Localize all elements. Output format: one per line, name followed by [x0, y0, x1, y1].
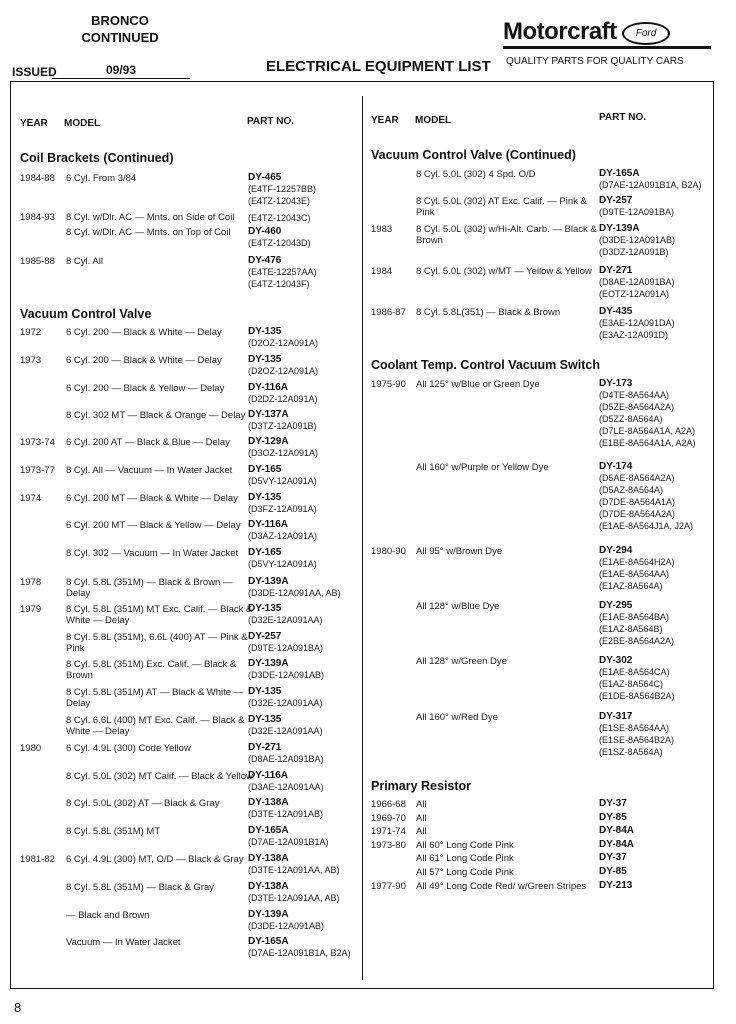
row-model: White — Delay	[66, 726, 130, 737]
row-ford-number: (E1AE-8A564BA)	[599, 612, 670, 622]
row-ford-number: (D3DE-12A091AB)	[248, 670, 325, 680]
row-ford-number: (E4TZ-12043E)	[248, 196, 311, 206]
row-model: 8 Cyl. 5.8L (351M) MT	[66, 826, 161, 837]
row-model: White — Delay	[66, 615, 130, 626]
row-model: — Black and Brown	[66, 910, 150, 921]
row-model: 8 Cyl. 5.8L (351M) — Black & Brown —	[66, 577, 233, 588]
row-model: Vacuum — In Water Jacket	[66, 937, 181, 948]
column-divider	[362, 96, 363, 980]
row-year: 1983	[371, 224, 393, 235]
row-ford-number: (E3AZ-12A091D)	[599, 330, 669, 340]
row-part-number: DY-138A	[248, 881, 289, 892]
row-part-number: DY-135	[248, 326, 282, 337]
row-model: All 128° w/Green Dye	[416, 656, 507, 667]
row-ford-number: (E1AZ-8A564A)	[599, 581, 663, 591]
row-ford-number: (D7AE-12A091B1A, B2A)	[248, 948, 351, 958]
row-model: Brown	[416, 235, 443, 246]
col-header-year-left: YEAR	[20, 118, 48, 129]
row-part-number: DY-135	[248, 686, 282, 697]
row-year: 1985-88	[20, 256, 55, 267]
row-ford-number: (D9TE-12A091BA)	[248, 643, 324, 653]
row-model: 8 Cyl. 5.8L (351M), 6.6L (400) AT — Pink &	[66, 632, 248, 643]
doc-subject-line2: CONTINUED	[81, 30, 159, 45]
row-ford-number: (E1SE-8A564AA)	[599, 723, 670, 733]
row-ford-number: (D32E-12A091AA)	[248, 615, 323, 625]
brand-logo: Motorcraft	[503, 18, 617, 45]
row-year: 1973	[20, 355, 42, 366]
row-ford-number: (D8AE-12A091BA)	[248, 754, 324, 764]
row-year: 1986-87	[371, 307, 406, 318]
row-year: 1971-74	[371, 826, 406, 837]
page-title: ELECTRICAL EQUIPMENT LIST	[266, 58, 491, 75]
row-part-number: DY-139A	[599, 223, 640, 234]
row-model: 8 Cyl. 5.8L (351M) — Black & Gray	[66, 882, 215, 893]
row-part-number: DY-139A	[248, 658, 289, 669]
row-model: 6 Cyl. From 3/84	[66, 173, 137, 184]
col-header-year-right: YEAR	[371, 115, 399, 126]
row-part-number: DY-165	[248, 547, 282, 558]
row-ford-number: (E4TE-12257AA)	[248, 267, 317, 277]
row-ford-number: (D3DE-12A091AB)	[248, 921, 325, 931]
row-model: 6 Cyl. 200 — Black & White — Delay	[66, 327, 222, 338]
row-model: 6 Cyl. 200 AT — Black & Blue — Delay	[66, 437, 230, 448]
row-part-number: DY-257	[248, 631, 282, 642]
row-ford-number: (D3TZ-12A091B)	[248, 421, 317, 431]
row-model: Brown	[66, 670, 93, 681]
row-model: 6 Cyl. 200 MT — Black & Yellow — Delay	[66, 520, 241, 531]
row-year: 1981-82	[20, 854, 55, 865]
row-model: 8 Cyl. 5.0L (302) w/Hi-Alt. Carb. — Black &	[416, 224, 597, 235]
row-ford-number: (E1AE-8A564CA)	[599, 667, 670, 677]
row-part-number: DY-174	[599, 461, 633, 472]
row-model: 6 Cyl. 4.9L (300) Code Yellow	[66, 743, 191, 754]
row-model: All 57° Long Code Pink	[416, 867, 514, 878]
row-ford-number: (D2OZ-12A091A)	[248, 366, 319, 376]
row-ford-number: (E1SE-8A564B2A)	[599, 735, 675, 745]
row-part-number: DY-138A	[248, 853, 289, 864]
row-ford-number: (D2OZ-12A091A)	[248, 338, 319, 348]
row-model: All 125° w/Blue or Green Dye	[416, 379, 540, 390]
row-ford-number: (D3TE-12A091AA, AB)	[248, 865, 340, 875]
row-ford-number: (D5AZ-8A564A)	[599, 485, 664, 495]
row-ford-number: (D7DE-8A564A2A)	[599, 509, 676, 519]
row-model: Pink	[416, 207, 435, 218]
row-model: 6 Cyl. 4.9L (300) MT, O/D — Black & Gray	[66, 854, 244, 865]
section-title: Coil Brackets (Continued)	[20, 151, 174, 165]
row-part-number: DY-302	[599, 655, 633, 666]
row-part-number: DY-139A	[248, 909, 289, 920]
section-title: Vacuum Control Valve (Continued)	[371, 148, 576, 162]
brand-tagline: QUALITY PARTS FOR QUALITY CARS	[506, 56, 684, 67]
row-year: 1980-90	[371, 546, 406, 557]
row-year: 1972	[20, 327, 42, 338]
row-ford-number: (D5ZZ-8A564A)	[599, 414, 663, 424]
row-ford-number: (D5AE-8A564A2A)	[599, 473, 675, 483]
row-part-number: DY-135	[248, 603, 282, 614]
row-ford-number: (EOTZ-12A091A)	[599, 289, 670, 299]
row-part-number: DY-137A	[248, 409, 289, 420]
ford-oval-icon: Ford	[622, 22, 670, 45]
row-ford-number: (E1AZ-8A564C)	[599, 679, 664, 689]
row-model: 8 Cyl. 5.8L(351) — Black & Brown	[416, 307, 561, 318]
row-part-number: DY-271	[599, 265, 633, 276]
row-model: Delay	[66, 588, 91, 599]
row-model: 6 Cyl. 200 — Black & White — Delay	[66, 355, 222, 366]
row-ford-number: (D3TE-12A091AB)	[248, 809, 324, 819]
row-model: Delay	[66, 698, 91, 709]
row-model: All 128° w/Blue Dye	[416, 601, 500, 612]
page-number: 8	[14, 1000, 22, 1015]
row-year: 1973-80	[371, 840, 406, 851]
col-header-model-right: MODEL	[415, 115, 452, 126]
row-part-number: DY-135	[248, 354, 282, 365]
row-ford-number: (E1BE-8A564A1A, A2A)	[599, 438, 696, 448]
row-ford-number: (E4TF-12257BB)	[248, 184, 317, 194]
row-ford-number: (D7AE-12A091B1A, B2A)	[599, 180, 702, 190]
row-part-number: DY-271	[248, 742, 282, 753]
row-part-number: DY-135	[248, 714, 282, 725]
doc-subject-line1: BRONCO	[91, 13, 149, 28]
row-ford-number: (D5VY-12A091A)	[248, 476, 317, 486]
row-part-number: DY-37	[599, 852, 627, 863]
row-ford-number: (D32E-12A091AA)	[248, 726, 323, 736]
row-ford-number: (E4TZ-12043C)	[248, 213, 311, 223]
row-ford-number: (D5ZE-8A564A2A)	[599, 402, 675, 412]
issued-date: 09/93	[52, 63, 190, 79]
row-ford-number: (D8AE-12A091BA)	[599, 277, 675, 287]
row-part-number: DY-135	[248, 492, 282, 503]
header-rule	[503, 46, 711, 49]
row-year: 1974	[20, 493, 42, 504]
section-title: Coolant Temp. Control Vacuum Switch	[371, 358, 600, 372]
row-model: All 95° w/Brown Dye	[416, 546, 503, 557]
row-ford-number: (E1AE-8A564J1A, J2A)	[599, 521, 694, 531]
row-ford-number: (E4TZ-12043F)	[248, 279, 310, 289]
issued-label: ISSUED	[12, 65, 57, 79]
row-model: 8 Cyl. 5.0L (302) AT Exc. Calif. — Pink &	[416, 196, 587, 207]
row-ford-number: (E1DE-8A564B2A)	[599, 691, 675, 701]
row-part-number: DY-138A	[248, 797, 289, 808]
row-ford-number: (E4TZ-12043D)	[248, 238, 311, 248]
row-model: 8 Cyl. 302 — Vacuum — In Water Jacket	[66, 548, 239, 559]
row-model: 8 Cyl. 5.0L (302) AT — Black & Gray	[66, 798, 220, 809]
row-ford-number: (D3DE-12A091AB)	[599, 235, 676, 245]
row-part-number: DY-37	[599, 798, 627, 809]
row-part-number: DY-139A	[248, 576, 289, 587]
doc-subject	[70, 12, 170, 46]
row-part-number: DY-85	[599, 866, 627, 877]
row-ford-number: (D3FZ-12A091A)	[248, 504, 317, 514]
row-ford-number: (D7DE-8A564A1A)	[599, 497, 676, 507]
row-part-number: DY-460	[248, 226, 282, 237]
col-header-part-right: PART NO.	[599, 112, 647, 123]
row-year: 1973-74	[20, 437, 55, 448]
row-ford-number: (D3AE-12A091AA)	[248, 782, 324, 792]
row-model: 8 Cyl. 6.6L (400) MT Exc. Calif. — Black &	[66, 715, 245, 726]
row-part-number: DY-85	[599, 812, 627, 823]
row-ford-number: (E3AE-12A091DA)	[599, 318, 675, 328]
row-ford-number: (D7AE-12A091B1A)	[248, 837, 329, 847]
row-model: All 49° Long Code Red/ w/Green Stripes	[416, 881, 587, 892]
row-model: All	[416, 826, 427, 837]
row-ford-number: (D2DZ-12A091A)	[248, 394, 318, 404]
section-title: Primary Resistor	[371, 779, 472, 793]
row-part-number: DY-165A	[248, 936, 289, 947]
row-part-number: DY-465	[248, 172, 282, 183]
row-part-number: DY-476	[248, 255, 282, 266]
row-year: 1977-90	[371, 881, 406, 892]
row-model: 8 Cyl. 5.8L (351M) AT — Black & White —	[66, 687, 244, 698]
row-part-number: DY-165A	[248, 825, 289, 836]
row-ford-number: (D3OZ-12A091A)	[248, 448, 319, 458]
row-model: 8 Cyl. 5.8L (351M) Exc. Calif. — Black &	[66, 659, 237, 670]
row-model: All 160° w/Red Dye	[416, 712, 498, 723]
row-year: 1984-93	[20, 212, 55, 223]
row-year: 1984-88	[20, 173, 55, 184]
row-part-number: DY-116A	[248, 770, 289, 781]
row-part-number: DY-165A	[599, 168, 640, 179]
col-header-model-left: MODEL	[64, 118, 101, 129]
row-ford-number: (E2BE-8A564A2A)	[599, 636, 675, 646]
row-model: 8 Cyl. All — Vacuum — In Water Jacket	[66, 465, 233, 476]
row-part-number: DY-213	[599, 880, 633, 891]
row-ford-number: (D3TE-12A091AA, AB)	[248, 893, 340, 903]
row-part-number: DY-294	[599, 545, 633, 556]
row-model: 6 Cyl. 200 MT — Black & White — Delay	[66, 493, 238, 504]
row-part-number: DY-165	[248, 464, 282, 475]
row-ford-number: (D3DE-12A091AA, AB)	[248, 588, 341, 598]
row-model: 8 Cyl. 5.0L (302) MT Calif. — Black & Yellow	[66, 771, 253, 782]
row-year: 1980	[20, 743, 42, 754]
row-year: 1984	[371, 266, 393, 277]
row-model: Pink	[66, 643, 85, 654]
row-ford-number: (E1SZ-8A564A)	[599, 747, 663, 757]
row-model: 6 Cyl. 200 — Black & Yellow — Delay	[66, 383, 225, 394]
row-ford-number: (D3DZ-12A091B)	[599, 247, 669, 257]
row-year: 1966-68	[371, 799, 406, 810]
row-ford-number: (D4TE-8A564AA)	[599, 390, 670, 400]
row-year: 1979	[20, 604, 42, 615]
row-ford-number: (E1AE-8A564H2A)	[599, 557, 675, 567]
row-part-number: DY-317	[599, 711, 633, 722]
row-model: All 61° Long Code Pink	[416, 853, 514, 864]
row-ford-number: (D5VY-12A091A)	[248, 559, 317, 569]
row-model: 8 Cyl. 5.0L (302) 4 Spd. O/D	[416, 169, 536, 180]
row-part-number: DY-84A	[599, 825, 635, 836]
row-model: All	[416, 813, 427, 824]
row-part-number: DY-84A	[599, 839, 635, 850]
row-part-number: DY-129A	[248, 436, 289, 447]
row-model: 8 Cyl. w/Dlr. AC — Mnts. on Side of Coil	[66, 212, 235, 223]
row-year: 1969-70	[371, 813, 406, 824]
row-ford-number: (D32E-12A091AA)	[248, 698, 323, 708]
row-ford-number: (D7LE-8A564A1A, A2A)	[599, 426, 696, 436]
row-year: 1973-77	[20, 465, 55, 476]
section-title: Vacuum Control Valve	[20, 307, 152, 321]
row-ford-number: (E1AZ-8A564B)	[599, 624, 663, 634]
col-header-part-left: PART NO.	[247, 116, 295, 127]
row-model: 8 Cyl. All	[66, 256, 103, 267]
row-part-number: DY-257	[599, 195, 633, 206]
row-part-number: DY-116A	[248, 519, 289, 530]
row-model: 8 Cyl. 5.8L (351M) MT Exc. Calif. — Black &	[66, 604, 253, 615]
row-part-number: DY-435	[599, 306, 633, 317]
row-year: 1975-90	[371, 379, 406, 390]
row-model: 8 Cyl. w/Dlr. AC — Mnts. on Top of Coil	[66, 227, 231, 238]
row-model: All 160° w/Purple or Yellow Dye	[416, 462, 549, 473]
row-year: 1978	[20, 577, 42, 588]
row-ford-number: (E1AE-8A564AA)	[599, 569, 670, 579]
row-ford-number: (D9TE-12A091BA)	[599, 207, 675, 217]
row-part-number: DY-295	[599, 600, 633, 611]
row-model: All 60° Long Code Pink	[416, 840, 514, 851]
row-part-number: DY-173	[599, 378, 633, 389]
row-model: 8 Cyl. 5.0L (302) w/MT — Yellow & Yellow	[416, 266, 592, 277]
row-part-number: DY-116A	[248, 382, 289, 393]
row-model: 8 Cyl. 302 MT — Black & Orange — Delay	[66, 410, 246, 421]
row-model: All	[416, 799, 427, 810]
row-ford-number: (D3AZ-12A091A)	[248, 531, 318, 541]
